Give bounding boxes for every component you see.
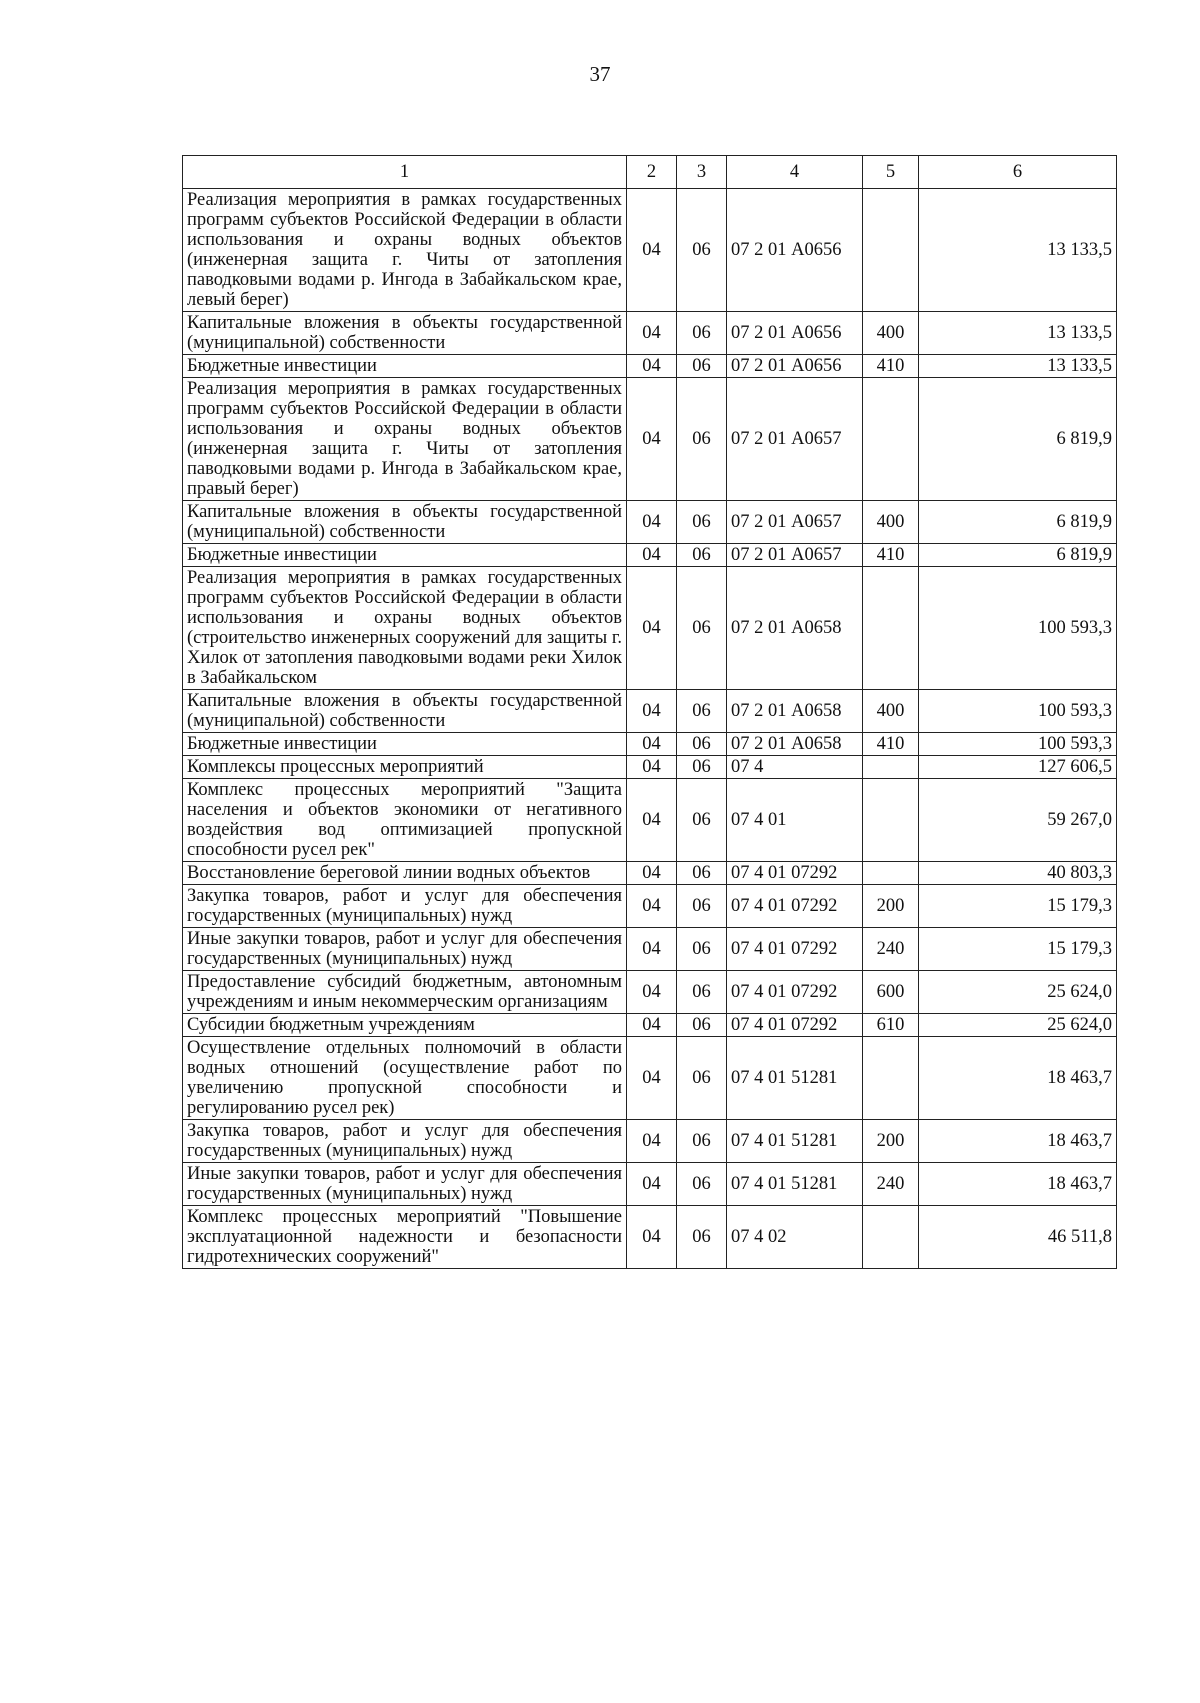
- row-name: Иные закупки товаров, работ и услуг для обеспечения государственных (муниципальных) нужд: [183, 928, 627, 971]
- row-name: Субсидии бюджетным учреждениям: [183, 1014, 627, 1037]
- row-target-code: 07 2 01 А0658: [727, 567, 863, 690]
- table-row: [183, 885, 1117, 928]
- table-row: [183, 1014, 1117, 1037]
- row-amount: 13 133,5: [919, 355, 1117, 378]
- row-target-code: 07 4 01 51281: [727, 1120, 863, 1163]
- row-target-code: 07 4 01 51281: [727, 1037, 863, 1120]
- row-target-code: 07 4 01: [727, 779, 863, 862]
- row-subsection: 06: [677, 928, 727, 971]
- header-cell: 1: [183, 156, 627, 189]
- row-subsection: 06: [677, 733, 727, 756]
- row-section: 04: [627, 756, 677, 779]
- row-section: 04: [627, 355, 677, 378]
- row-amount: 100 593,3: [919, 690, 1117, 733]
- row-name: Иные закупки товаров, работ и услуг для обеспечения государственных (муниципальных) нужд: [183, 1163, 627, 1206]
- row-subsection: 06: [677, 189, 727, 312]
- table-row: [183, 971, 1117, 1014]
- table-row: [183, 312, 1117, 355]
- table-row: [183, 567, 1117, 690]
- row-target-code: 07 2 01 А0656: [727, 189, 863, 312]
- row-amount: 127 606,5: [919, 756, 1117, 779]
- row-expense-type: 240: [863, 928, 919, 971]
- row-section: 04: [627, 690, 677, 733]
- table-row: [183, 1163, 1117, 1206]
- row-section: 04: [627, 862, 677, 885]
- row-subsection: 06: [677, 862, 727, 885]
- row-subsection: 06: [677, 378, 727, 501]
- row-expense-type: 240: [863, 1163, 919, 1206]
- table-row: [183, 355, 1117, 378]
- table-row: [183, 1120, 1117, 1163]
- row-section: 04: [627, 1014, 677, 1037]
- row-name: Реализация мероприятия в рамках государственных программ субъектов Российской Федерации в области использования и охраны водных объектов (строительство инженерных сооружений для защиты г. Хилок от затопления паводковыми водами реки Хилок в Забайкальском: [183, 567, 627, 690]
- row-name: Бюджетные инвестиции: [183, 544, 627, 567]
- row-section: 04: [627, 928, 677, 971]
- row-expense-type: 400: [863, 690, 919, 733]
- row-section: 04: [627, 189, 677, 312]
- row-expense-type: [863, 779, 919, 862]
- table-row: [183, 189, 1117, 312]
- row-subsection: 06: [677, 1163, 727, 1206]
- row-name: Бюджетные инвестиции: [183, 733, 627, 756]
- row-section: 04: [627, 1037, 677, 1120]
- row-target-code: 07 4 01 07292: [727, 885, 863, 928]
- row-amount: 13 133,5: [919, 189, 1117, 312]
- row-name: Бюджетные инвестиции: [183, 355, 627, 378]
- row-name: Комплексы процессных мероприятий: [183, 756, 627, 779]
- table-row: [183, 1206, 1117, 1269]
- row-subsection: 06: [677, 885, 727, 928]
- row-expense-type: 400: [863, 501, 919, 544]
- row-subsection: 06: [677, 1206, 727, 1269]
- row-amount: 15 179,3: [919, 885, 1117, 928]
- row-target-code: 07 4 01 07292: [727, 862, 863, 885]
- table-row: [183, 756, 1117, 779]
- row-name: Осуществление отдельных полномочий в области водных отношений (осуществление работ по увеличению пропускной способности и регулированию русел рек): [183, 1037, 627, 1120]
- row-name: Капитальные вложения в объекты государственной (муниципальной) собственности: [183, 690, 627, 733]
- row-expense-type: 200: [863, 885, 919, 928]
- row-subsection: 06: [677, 690, 727, 733]
- row-subsection: 06: [677, 1014, 727, 1037]
- row-expense-type: 600: [863, 971, 919, 1014]
- row-subsection: 06: [677, 756, 727, 779]
- row-amount: 6 819,9: [919, 378, 1117, 501]
- row-amount: 6 819,9: [919, 501, 1117, 544]
- header-cell: 6: [919, 156, 1117, 189]
- header-cell: 5: [863, 156, 919, 189]
- row-expense-type: [863, 1037, 919, 1120]
- row-amount: 18 463,7: [919, 1037, 1117, 1120]
- row-target-code: 07 2 01 А0657: [727, 544, 863, 567]
- table-row: [183, 690, 1117, 733]
- row-section: 04: [627, 733, 677, 756]
- row-section: 04: [627, 312, 677, 355]
- row-subsection: 06: [677, 544, 727, 567]
- row-section: 04: [627, 1206, 677, 1269]
- row-target-code: 07 2 01 А0656: [727, 355, 863, 378]
- row-amount: 15 179,3: [919, 928, 1117, 971]
- row-amount: 18 463,7: [919, 1120, 1117, 1163]
- row-amount: 46 511,8: [919, 1206, 1117, 1269]
- row-name: Реализация мероприятия в рамках государственных программ субъектов Российской Федерации в области использования и охраны водных объектов (инженерная защита г. Читы от затопления паводковыми водами р. Ингода в Забайкальском крае, левый берег): [183, 189, 627, 312]
- row-section: 04: [627, 544, 677, 567]
- row-subsection: 06: [677, 1037, 727, 1120]
- row-subsection: 06: [677, 779, 727, 862]
- row-section: 04: [627, 1163, 677, 1206]
- row-target-code: 07 2 01 А0657: [727, 501, 863, 544]
- row-expense-type: 200: [863, 1120, 919, 1163]
- header-row: [183, 156, 1117, 189]
- row-name: Комплекс процессных мероприятий "Повышение эксплуатационной надежности и безопасности гидротехнических сооружений": [183, 1206, 627, 1269]
- row-name: Предоставление субсидий бюджетным, автономным учреждениям и иным некоммерческим организациям: [183, 971, 627, 1014]
- row-subsection: 06: [677, 312, 727, 355]
- row-section: 04: [627, 1120, 677, 1163]
- row-section: 04: [627, 567, 677, 690]
- row-expense-type: [863, 756, 919, 779]
- row-amount: 13 133,5: [919, 312, 1117, 355]
- row-expense-type: 610: [863, 1014, 919, 1037]
- row-target-code: 07 4: [727, 756, 863, 779]
- row-section: 04: [627, 378, 677, 501]
- row-expense-type: [863, 189, 919, 312]
- row-amount: 100 593,3: [919, 567, 1117, 690]
- row-expense-type: 400: [863, 312, 919, 355]
- table-row: [183, 733, 1117, 756]
- row-subsection: 06: [677, 501, 727, 544]
- row-expense-type: 410: [863, 355, 919, 378]
- row-section: 04: [627, 885, 677, 928]
- row-amount: 18 463,7: [919, 1163, 1117, 1206]
- row-name: Закупка товаров, работ и услуг для обеспечения государственных (муниципальных) нужд: [183, 885, 627, 928]
- table-row: [183, 928, 1117, 971]
- row-name: Восстановление береговой линии водных объектов: [183, 862, 627, 885]
- row-amount: 100 593,3: [919, 733, 1117, 756]
- header-cell: 3: [677, 156, 727, 189]
- row-subsection: 06: [677, 567, 727, 690]
- row-section: 04: [627, 501, 677, 544]
- row-amount: 59 267,0: [919, 779, 1117, 862]
- table-row: [183, 1037, 1117, 1120]
- page-number: 37: [589, 62, 611, 86]
- row-target-code: 07 4 01 07292: [727, 928, 863, 971]
- row-section: 04: [627, 971, 677, 1014]
- table-row: [183, 378, 1117, 501]
- row-expense-type: [863, 378, 919, 501]
- table-row: [183, 544, 1117, 567]
- row-subsection: 06: [677, 1120, 727, 1163]
- row-section: 04: [627, 779, 677, 862]
- row-name: Реализация мероприятия в рамках государственных программ субъектов Российской Федерации в области использования и охраны водных объектов (инженерная защита г. Читы от затопления паводковыми водами р. Ингода в Забайкальском крае, правый берег): [183, 378, 627, 501]
- budget-table: [182, 155, 1117, 1269]
- row-subsection: 06: [677, 971, 727, 1014]
- row-expense-type: [863, 862, 919, 885]
- table-row: [183, 779, 1117, 862]
- row-target-code: 07 4 01 51281: [727, 1163, 863, 1206]
- row-amount: 6 819,9: [919, 544, 1117, 567]
- row-target-code: 07 4 01 07292: [727, 971, 863, 1014]
- row-amount: 25 624,0: [919, 971, 1117, 1014]
- table-body: [183, 189, 1117, 1269]
- row-amount: 25 624,0: [919, 1014, 1117, 1037]
- header-cell: 2: [627, 156, 677, 189]
- row-amount: 40 803,3: [919, 862, 1117, 885]
- row-subsection: 06: [677, 355, 727, 378]
- row-target-code: 07 2 01 А0656: [727, 312, 863, 355]
- table-row: [183, 501, 1117, 544]
- row-target-code: 07 2 01 А0658: [727, 690, 863, 733]
- row-target-code: 07 2 01 А0657: [727, 378, 863, 501]
- row-name: Закупка товаров, работ и услуг для обеспечения государственных (муниципальных) нужд: [183, 1120, 627, 1163]
- row-target-code: 07 2 01 А0658: [727, 733, 863, 756]
- row-expense-type: [863, 1206, 919, 1269]
- row-target-code: 07 4 02: [727, 1206, 863, 1269]
- row-name: Комплекс процессных мероприятий "Защита населения и объектов экономики от негативного воздействия вод оптимизацией пропускной способности русел рек": [183, 779, 627, 862]
- row-expense-type: 410: [863, 733, 919, 756]
- row-expense-type: [863, 567, 919, 690]
- row-target-code: 07 4 01 07292: [727, 1014, 863, 1037]
- table-row: [183, 862, 1117, 885]
- row-expense-type: 410: [863, 544, 919, 567]
- row-name: Капитальные вложения в объекты государственной (муниципальной) собственности: [183, 501, 627, 544]
- header-cell: 4: [727, 156, 863, 189]
- row-name: Капитальные вложения в объекты государственной (муниципальной) собственности: [183, 312, 627, 355]
